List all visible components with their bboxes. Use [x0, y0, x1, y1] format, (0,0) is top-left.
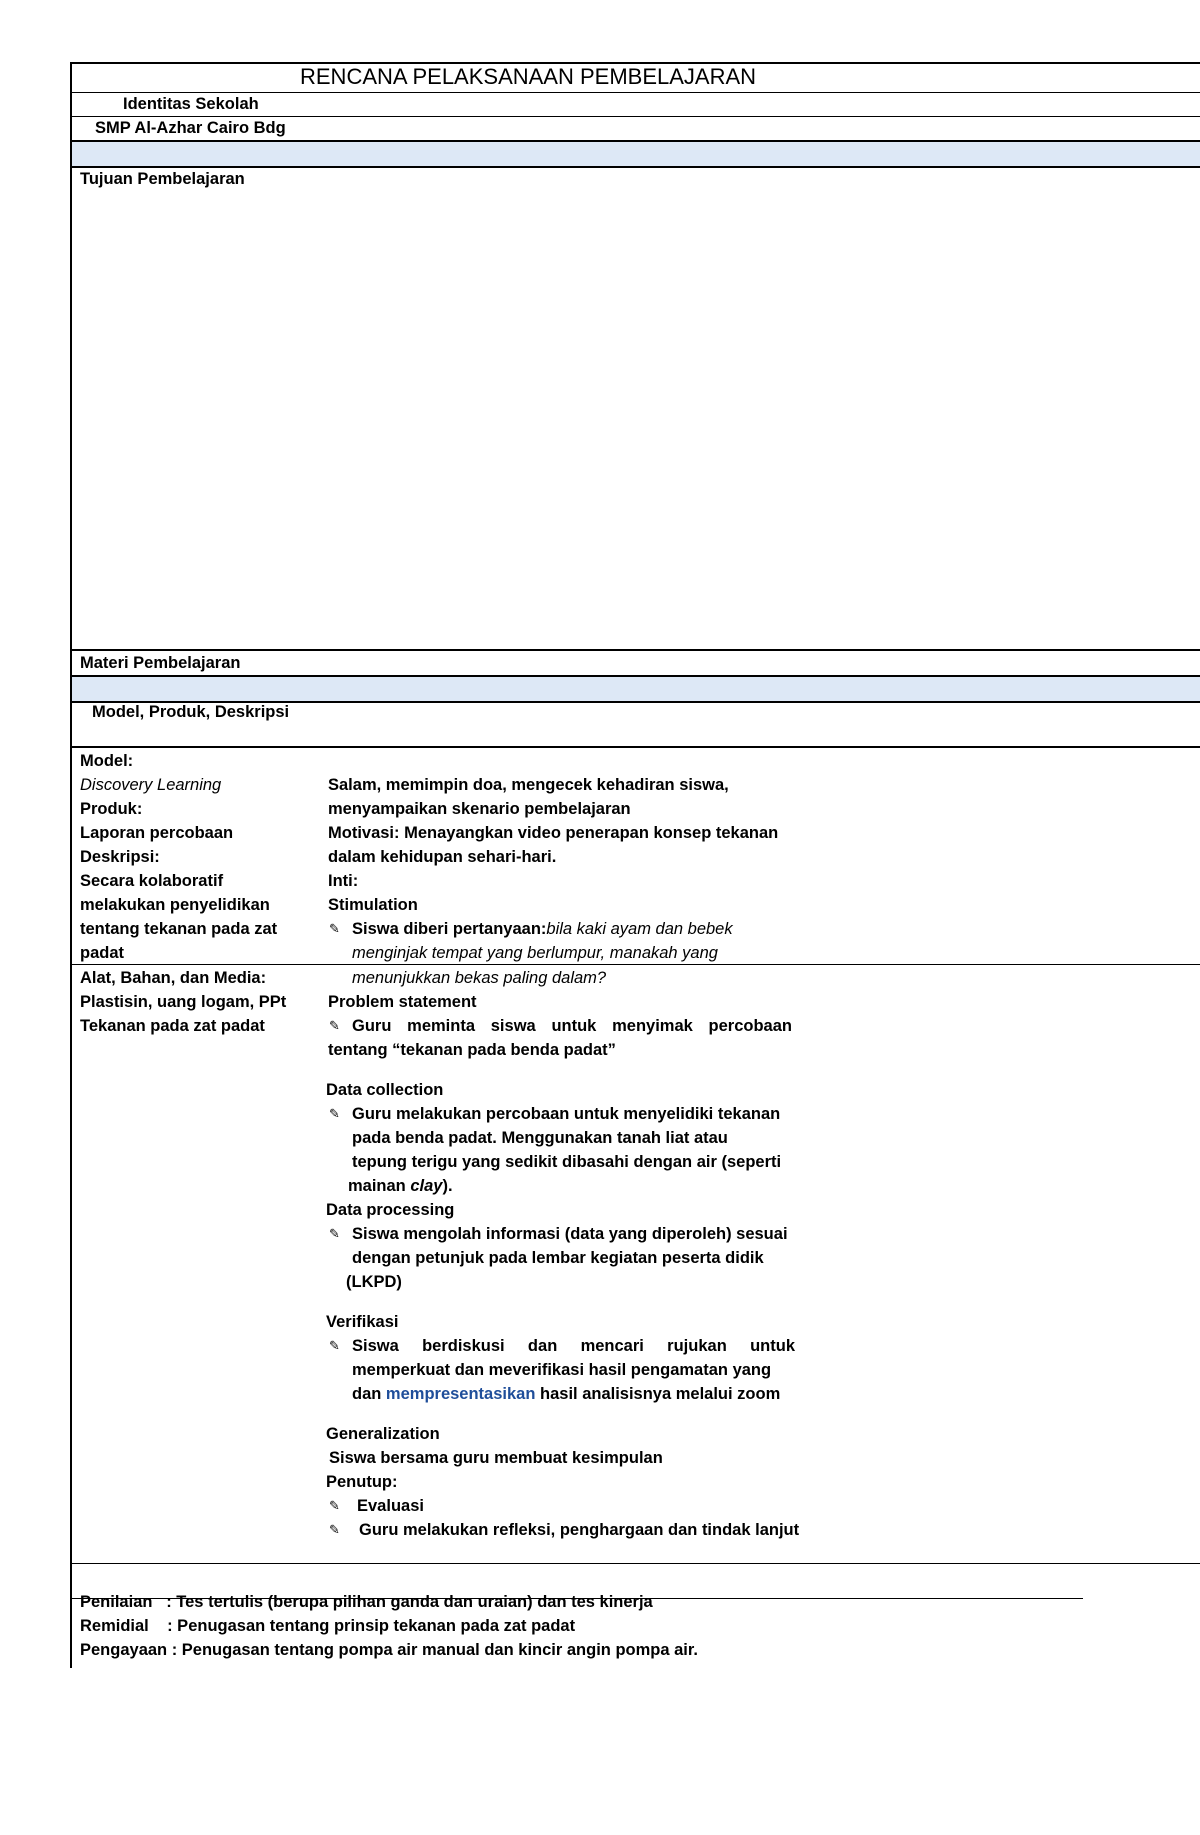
penilaian-line: Penilaian : Tes tertulis (berupa pilihan ganda dan uraian) dan tes kinerja: [80, 1593, 653, 1611]
penutup-label: Penutup:: [326, 1473, 398, 1491]
generalization-label: Generalization: [326, 1425, 440, 1443]
model-produk-label: Model, Produk, Deskripsi: [92, 703, 290, 721]
verifikasi-item-cont: memperkuat dan meverifikasi hasil pengamatan yang: [352, 1361, 772, 1379]
tujuan-label: Tujuan Pembelajaran: [80, 170, 245, 188]
bullet-icon: ✎: [329, 921, 340, 936]
data-collection-item: Guru melakukan percobaan untuk menyelidiki tekanan: [352, 1105, 781, 1123]
produk-value: Laporan percobaan: [80, 824, 234, 842]
alat-line: Tekanan pada zat padat: [80, 1017, 265, 1035]
alat-line: Plastisin, uang logam, PPt: [80, 993, 287, 1011]
deskripsi-line: Secara kolaboratif: [80, 872, 224, 890]
penutup-item: Guru melakukan refleksi, penghargaan dan tindak lanjut: [359, 1521, 800, 1539]
stimulation-label: Stimulation: [328, 896, 418, 914]
opening-line: Salam, memimpin doa, mengecek kehadiran siswa,: [328, 776, 729, 794]
data-collection-item-cont: pada benda padat. Menggunakan tanah liat atau: [352, 1129, 728, 1147]
verifikasi-item-cont: dan mempresentasikan hasil analisisnya melalui zoom: [352, 1385, 781, 1403]
deskripsi-line: tentang tekanan pada zat: [80, 920, 278, 938]
bullet-icon: ✎: [329, 1018, 340, 1033]
deskripsi-line: padat: [80, 944, 125, 962]
stimulation-item: Siswa diberi pertanyaan:bila kaki ayam dan bebek: [352, 920, 733, 938]
bullet-icon: ✎: [329, 1338, 340, 1353]
problem-label: Problem statement: [328, 993, 477, 1011]
motivasi-line: dalam kehidupan sehari-hari.: [328, 848, 557, 866]
model-value: Discovery Learning: [80, 776, 222, 794]
data-processing-item-cont: dengan petunjuk pada lembar kegiatan peserta didik: [352, 1249, 764, 1267]
stimulation-item-cont: menginjak tempat yang berlumpur, manakah yang: [352, 944, 718, 962]
generalization-line: Siswa bersama guru membuat kesimpulan: [329, 1449, 663, 1467]
produk-label: Produk:: [80, 800, 143, 818]
data-processing-item-cont: (LKPD): [346, 1273, 402, 1291]
row-divider: [70, 746, 1200, 748]
verifikasi-item: Siswa berdiskusi dan mencari rujukan untuk: [352, 1337, 795, 1355]
remidial-line: Remidial : Penugasan tentang prinsip tekanan pada zat padat: [80, 1617, 576, 1635]
row-divider: [70, 1563, 1200, 1564]
data-processing-label: Data processing: [326, 1201, 455, 1219]
materi-label: Materi Pembelajaran: [80, 654, 241, 672]
bullet-icon: ✎: [329, 1226, 340, 1241]
pengayaan-line: Pengayaan : Penugasan tentang pompa air manual dan kincir angin pompa air.: [80, 1641, 698, 1659]
opening-line: menyampaikan skenario pembelajaran: [328, 800, 631, 818]
problem-item-cont: tentang “tekanan pada benda padat”: [328, 1041, 616, 1059]
data-processing-item: Siswa mengolah informasi (data yang diperoleh) sesuai: [352, 1225, 788, 1243]
model-label: Model:: [80, 752, 134, 770]
bullet-icon: ✎: [329, 1106, 340, 1121]
school-name: SMP Al-Azhar Cairo Bdg: [95, 119, 286, 137]
presentation-link: mempresentasikan: [385, 1385, 536, 1403]
bullet-icon: ✎: [329, 1498, 340, 1513]
blank-shaded-row: [72, 142, 1200, 166]
inti-label: Inti:: [328, 872, 359, 890]
bullet-icon: ✎: [329, 1522, 340, 1537]
penutup-item: Evaluasi: [357, 1497, 424, 1515]
stimulation-item-cont: menunjukkan bekas paling dalam?: [352, 969, 607, 987]
data-collection-item-cont: mainan clay).: [348, 1177, 453, 1195]
blank-shaded-row: [72, 677, 1200, 701]
deskripsi-line: melakukan penyelidikan: [80, 896, 270, 914]
table-left-border: [70, 62, 72, 1668]
motivasi-line: Motivasi: Menayangkan video penerapan konsep tekanan: [328, 824, 779, 842]
verifikasi-label: Verifikasi: [326, 1313, 399, 1331]
alat-label: Alat, Bahan, dan Media:: [80, 969, 267, 987]
data-collection-label: Data collection: [326, 1081, 444, 1099]
deskripsi-label: Deskripsi:: [80, 848, 160, 866]
identitas-label: Identitas Sekolah: [123, 95, 259, 113]
problem-item: Guru meminta siswa untuk menyimak percobaan: [352, 1017, 792, 1035]
data-collection-item-cont: tepung terigu yang sedikit dibasahi dengan air (seperti: [352, 1153, 782, 1171]
